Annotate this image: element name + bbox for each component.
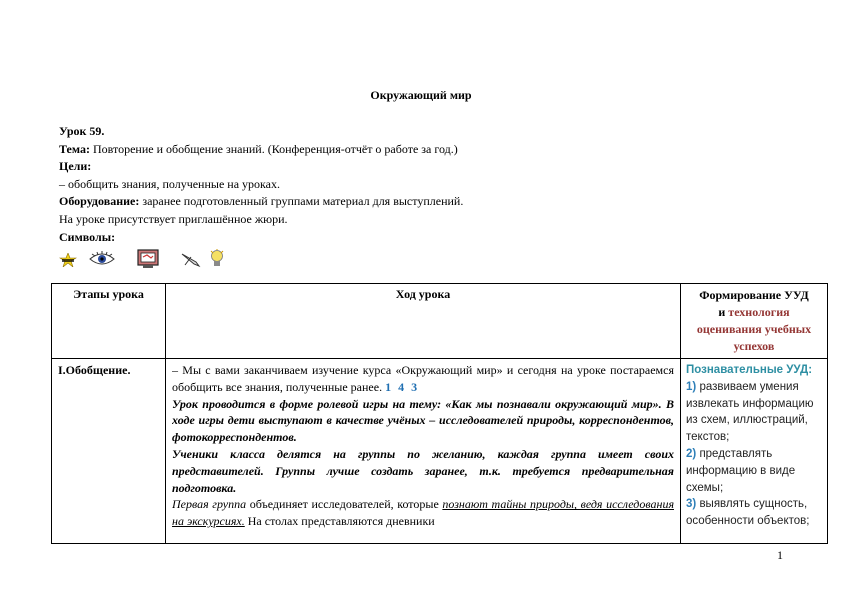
course-p4-text2: На столах представляются дневники bbox=[247, 514, 435, 529]
equipment-text: заранее подготовленный группами материал для выступлений. bbox=[142, 194, 464, 209]
uud-cell bbox=[681, 359, 828, 544]
equipment-label: Оборудование: bbox=[59, 194, 140, 209]
header-uud bbox=[681, 284, 828, 359]
course-paragraph-1 bbox=[172, 362, 674, 396]
uud-item-3-text: выявлять сущность, особенности объектов; bbox=[686, 498, 810, 528]
equipment-line bbox=[59, 193, 463, 211]
lesson-number: Урок 59. bbox=[59, 124, 105, 138]
course-p4-text1: объединяет исследователей, которые bbox=[249, 497, 439, 512]
goals-label: Цели: bbox=[59, 159, 92, 174]
topic-text: Повторение и обобщение знаний. (Конференция-отчёт о работе за год.) bbox=[92, 141, 458, 156]
header-uud-line3: оценивания учебных bbox=[696, 322, 812, 336]
header-uud-line1: Формирование УУД bbox=[699, 288, 809, 302]
pen-icon bbox=[181, 252, 201, 273]
table-row bbox=[52, 359, 828, 544]
goal-item: – обобщить знания, полученные на уроках. bbox=[59, 176, 281, 191]
uud-item-3 bbox=[686, 496, 822, 530]
uud-item-1-num: 1) bbox=[686, 380, 697, 393]
uud-cell-content bbox=[686, 362, 822, 540]
lightbulb-icon bbox=[209, 249, 225, 274]
monitor-icon bbox=[137, 249, 159, 274]
header-uud-line2 bbox=[681, 304, 827, 321]
header-uud-tech: технология bbox=[728, 305, 790, 319]
symbols-label: Символы: bbox=[59, 229, 116, 244]
page-number: 1 bbox=[777, 548, 783, 562]
uud-item-3-num: 3) bbox=[686, 498, 697, 511]
course-p1-numbers: 1 4 3 bbox=[385, 379, 420, 394]
uud-item-1-text: развиваем умения извлекать информацию из схем, иллюстраций, текстов; bbox=[686, 380, 814, 444]
stage-cell: I.Обобщение. bbox=[52, 359, 166, 544]
topic-label: Тема: bbox=[59, 141, 90, 156]
course-cell-content bbox=[172, 362, 674, 540]
course-p4-underline: познают тайны природы, ведя исследования на экскурсиях. bbox=[172, 497, 674, 529]
star-badge-icon bbox=[59, 253, 77, 272]
lesson-info bbox=[59, 123, 463, 246]
course-paragraph-2: Урок проводится в форме ролевой игры на тему: «Как мы познавали окружающий мир». В ходе игры дети выступают в качестве учёных – исследователей природы, корреспондентов, фотокорреспондентов. bbox=[172, 396, 674, 445]
table-header-row bbox=[52, 284, 828, 359]
course-p4-italic: Первая группа bbox=[172, 497, 247, 512]
page-title: Окружающий мир bbox=[370, 88, 472, 102]
header-course: Ход урока bbox=[166, 284, 681, 359]
course-cell bbox=[166, 359, 681, 544]
symbols-row bbox=[59, 249, 239, 271]
jury-text: На уроке присутствует приглашённое жюри. bbox=[59, 211, 288, 226]
uud-item-2 bbox=[686, 446, 822, 496]
header-uud-line4: успехов bbox=[733, 339, 775, 353]
eye-icon bbox=[89, 251, 115, 272]
topic-line bbox=[59, 141, 463, 159]
header-stages: Этапы урока bbox=[52, 284, 166, 359]
uud-title: Познавательные УУД: bbox=[686, 364, 813, 376]
uud-item-1 bbox=[686, 379, 822, 446]
uud-item-2-text: представлять информацию в виде схемы; bbox=[686, 447, 796, 494]
header-uud-and: и bbox=[718, 305, 726, 319]
course-p1-text: – Мы с вами заканчиваем изучение курса «Окружающий мир» и сегодня на уроке постараемся обобщить все знания, полученные ранее. bbox=[172, 363, 674, 394]
course-paragraph-4 bbox=[172, 496, 674, 530]
lesson-table bbox=[51, 283, 828, 544]
uud-item-2-num: 2) bbox=[686, 447, 697, 460]
course-paragraph-3: Ученики класса делятся на группы по желанию, каждая группа имеет своих представителей. Группы лучше создать заранее, т.к. требуется предварительная подготовка. bbox=[172, 446, 674, 495]
